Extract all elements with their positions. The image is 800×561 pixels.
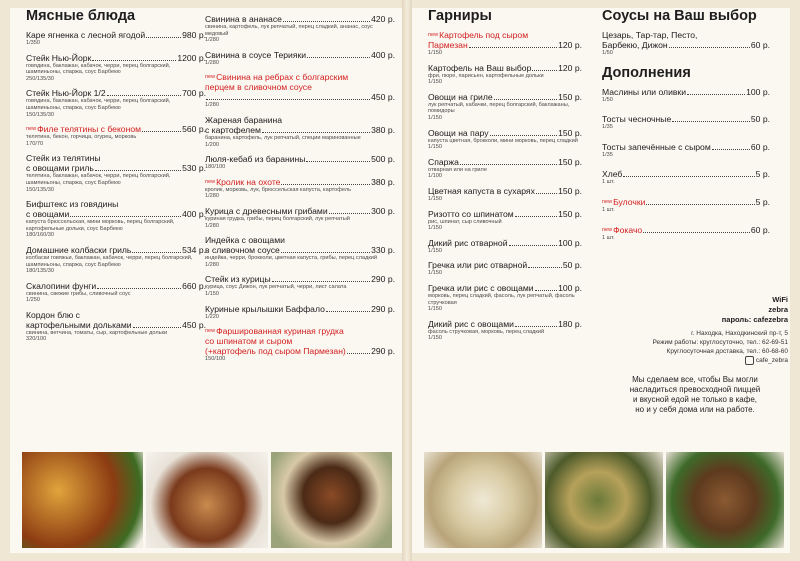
item-weight: 170/70: [26, 140, 44, 147]
item-price: 60 р.: [750, 141, 770, 152]
item-name: Гречка или рис отварной: [428, 260, 528, 271]
item-weight: 1/35: [602, 124, 613, 131]
item-price: 100 р.: [746, 86, 770, 97]
new-badge: new: [602, 198, 613, 205]
item-name: Хлеб: [602, 169, 623, 180]
item-name: Стейк из телятины: [26, 153, 101, 164]
item-weight: 1/150: [205, 290, 219, 297]
item-price: 100 р.: [558, 282, 582, 293]
item-weight: 1/150: [428, 114, 442, 121]
new-badge: new: [205, 74, 216, 81]
item-price: 50 р.: [750, 114, 770, 125]
item-weight: 1/280: [205, 37, 219, 44]
item-weight: 1 шт.: [602, 234, 615, 241]
item-name: с картофелем: [205, 124, 261, 135]
item-name: Люля-кебаб из баранины: [205, 154, 306, 165]
menu-item: [428, 157, 582, 180]
new-badge: new: [602, 226, 613, 233]
item-weight: 180/160/30: [26, 232, 54, 239]
instagram-icon: [745, 356, 754, 365]
item-description: лук репчатый, кабачки, перец болгарский, баклажаны, помидоры: [428, 101, 570, 115]
item-price: 100 р.: [558, 237, 582, 248]
item-name: Спаржа: [428, 156, 459, 167]
menu-item: [26, 124, 206, 147]
menu-item: [602, 114, 770, 131]
item-price: 180 р.: [558, 318, 582, 329]
menu-item: [205, 154, 395, 171]
item-price: 5 р.: [755, 196, 770, 207]
item-weight: 1/220: [205, 313, 219, 320]
opening-hours: Режим работы: круглосуточно, тел.: 62-69-51: [652, 339, 788, 346]
item-price: 120 р.: [558, 40, 582, 50]
item-weight: 1 шт.: [602, 206, 615, 213]
item-description: говядина, баклажан, кабачок, черри, перец болгарский, шампиньоны, спаржа, соус Барбекю: [26, 98, 171, 111]
page-fold: [402, 0, 412, 561]
item-price: 380 р.: [371, 124, 395, 135]
item-name: Стейк Нью-Йорк 1/2: [26, 88, 106, 99]
item-description: капуста цветная, брокколи, мини морковь, перец сладкий: [428, 137, 578, 144]
menu-item: [205, 326, 395, 363]
menu-item: [428, 30, 582, 57]
item-price: 534 р.: [182, 244, 206, 255]
item-weight: 1/350: [26, 40, 40, 46]
item-weight: 1/200: [205, 141, 219, 148]
sauces-weight: 1/50: [602, 50, 613, 56]
item-name: Филе телятины с беконом: [37, 124, 142, 135]
item-description: фасоль стручковая, морковь, перец сладкий: [428, 328, 545, 335]
item-price: 290 р.: [371, 346, 395, 357]
item-name: со шпинатом и сыром: [205, 336, 293, 347]
item-price: 420 р.: [371, 14, 395, 24]
item-price: 50 р.: [562, 260, 582, 271]
item-description: капуста брюссельская, мини морковь, перец болгарский, картофельные дольки, соус Барбекю: [26, 219, 175, 232]
menu-item: [428, 128, 582, 151]
item-name: Индейка с овощами: [205, 235, 285, 246]
menu-item: [428, 283, 582, 313]
menu-item: [428, 319, 582, 342]
new-badge: new: [205, 178, 216, 185]
item-name: Стейк из курицы: [205, 274, 271, 285]
item-weight: 1/150: [428, 247, 442, 254]
item-price: 660 р.: [182, 280, 206, 291]
item-weight: 1/150: [428, 270, 442, 277]
wifi-password: пароль: cafezebra: [721, 315, 788, 324]
item-name: Пармезан: [428, 40, 468, 50]
slogan: [602, 375, 788, 415]
item-weight: 1/150: [428, 306, 442, 313]
food-photos-left: [22, 452, 392, 548]
item-name: Тосты запечённые с сыром: [602, 141, 711, 152]
food-photo: [146, 452, 267, 548]
menu-item: [602, 225, 770, 242]
item-price: 290 р.: [371, 303, 395, 314]
item-weight: 150/135/30: [26, 111, 54, 118]
sauces-line1: Цезарь, Тар-тар, Песто,: [602, 30, 698, 40]
item-weight: 1/50: [602, 96, 613, 103]
menu-item: [428, 260, 582, 277]
item-price: 150 р.: [558, 156, 582, 167]
item-weight: 1/280: [205, 193, 219, 200]
slogan-line: Мы сделаем все, чтобы Вы могли: [632, 375, 758, 385]
item-price: 980 р.: [182, 30, 206, 40]
menu-item: [205, 177, 395, 200]
item-name: в сливочном соусе: [205, 245, 280, 256]
meat-column: [26, 8, 206, 349]
menu-item: [26, 88, 206, 118]
item-name: Кролик на охоте: [216, 176, 281, 187]
item-price: 5 р.: [755, 169, 770, 180]
item-weight: 1/150: [428, 195, 442, 202]
new-badge: new: [205, 328, 216, 335]
item-price: 330 р.: [371, 245, 395, 256]
item-name: Домашние колбаски гриль: [26, 244, 132, 255]
item-name: Овощи на пару: [428, 127, 489, 138]
item-name: Скалопини фунги: [26, 280, 97, 291]
sauces-title: Соусы на Ваш выбор: [602, 8, 757, 24]
item-name: Дикий рис отварной: [428, 237, 508, 248]
item-weight: 1 шт.: [602, 179, 615, 186]
item-name: Свинина на ребрах с болгарским: [216, 72, 349, 83]
item-name: Каре ягненка с лесной ягодой: [26, 30, 146, 40]
meat-title: Мясные блюда: [26, 8, 136, 24]
item-weight: 150/100: [205, 356, 226, 363]
item-weight: 1/280: [205, 59, 219, 66]
menu-item: [428, 92, 582, 122]
item-name: Гречка или рис с овощами: [428, 282, 534, 293]
menu-item: [602, 87, 770, 104]
wifi-network: zebra: [768, 305, 788, 314]
address: г. Находка, Находкинский пр-т, 5: [691, 330, 788, 337]
extras-title: Дополнения: [602, 64, 691, 81]
item-name: Куриные крылышки Баффало: [205, 303, 325, 314]
item-description: телятина, бекон, горчица, огурец, морковь: [26, 134, 137, 141]
item-description: свинина, свежие грибы, сливочный соус: [26, 290, 131, 297]
slogan-line: но и у себя дома или на работе.: [635, 405, 755, 415]
item-price: 530 р.: [182, 163, 206, 174]
item-description: свинина, ветчина, томаты, сыр, картофельные дольки: [26, 329, 168, 336]
item-weight: 180/135/30: [26, 268, 54, 275]
menu-item: [26, 199, 206, 239]
item-weight: 150/135/30: [26, 186, 54, 193]
menu-item: [205, 115, 395, 148]
item-description: индейка, черри, брокколи, цветная капуста, грибы, перец сладкий: [205, 255, 378, 262]
menu-item: [205, 235, 395, 268]
item-name: Цветная капуста в сухарях: [428, 185, 535, 196]
item-weight: 1/100: [428, 173, 442, 180]
menu-item: [602, 169, 770, 186]
delivery-phone: Круглосуточная доставка, тел.: 60-68-60: [666, 348, 788, 355]
new-badge: new: [26, 126, 37, 133]
item-price: 150 р.: [558, 208, 582, 219]
item-weight: 180/100: [205, 164, 226, 171]
item-price: 290 р.: [371, 274, 395, 285]
food-photos-right: [424, 452, 784, 548]
item-name: Курица с древесными грибами: [205, 205, 328, 216]
item-weight: 1/150: [428, 144, 442, 151]
item-price: 150 р.: [558, 91, 582, 102]
item-name: с овощами: [26, 209, 70, 220]
item-description: куриная грудка, грибы, перец болгарский, лук репчатый: [205, 215, 350, 222]
menu-item: [602, 142, 770, 159]
item-price: 380 р.: [371, 176, 395, 187]
instagram-handle: cafe_zebra: [755, 357, 788, 365]
item-price: 300 р.: [371, 205, 395, 216]
item-description: морковь, перец сладкий, фасоль, лук репчатый, фасоль стручковая: [428, 292, 575, 306]
new-badge: new: [428, 32, 439, 38]
menu-item: [26, 30, 206, 47]
item-weight: 1/35: [602, 151, 613, 158]
item-name: Свинина в ананасе: [205, 14, 282, 24]
item-name: Дикий рис с овощами: [428, 318, 514, 329]
item-description: говядина, баклажан, кабачок, черри, перец болгарский, шампиньоны, спаржа, соус Барбекю: [26, 62, 171, 76]
item-name: Бифштекс из говядины: [26, 199, 119, 210]
item-weight: 1/280: [205, 102, 219, 109]
item-name: Овощи на гриле: [428, 91, 493, 102]
food-photo: [271, 452, 392, 548]
menu-item: [205, 50, 395, 67]
sauces-price: 60 р.: [750, 40, 770, 50]
item-name: Стейк Нью-Йорк: [26, 52, 92, 63]
item-price: 560 р.: [182, 124, 206, 135]
item-price: 120 р.: [558, 62, 582, 73]
slogan-line: насладиться превосходной пиццей: [629, 385, 761, 395]
info-block: [602, 295, 788, 415]
item-description: баранина, картофель, лук репчатый, специи маринованные: [205, 134, 361, 141]
item-weight: 1/150: [428, 225, 442, 232]
menu-item: [428, 63, 582, 86]
item-price: 400 р.: [371, 49, 395, 60]
item-name: Ризотто со шпинатом: [428, 208, 514, 219]
item-name: Свинина в соусе Терияки: [205, 49, 307, 60]
item-description: колбаски говяжьи, баклажан, кабачок, черри, перец болгарский, шампиньоны, спаржа, соус Барбекю: [26, 254, 193, 268]
food-photo: [666, 452, 784, 548]
item-name: Фокачо: [613, 224, 643, 235]
item-name: (+картофель под сыром Пармезан): [205, 346, 346, 357]
wifi-label: WiFi: [772, 295, 788, 304]
item-price: 60 р.: [750, 224, 770, 235]
menu-item: [205, 14, 395, 44]
item-weight: 250/135/30: [26, 75, 54, 82]
meat-column-2: [205, 14, 395, 369]
menu-item: [205, 274, 395, 297]
item-weight: 1/280: [205, 222, 219, 229]
sauces-item: [602, 30, 770, 57]
item-weight: 1/250: [26, 297, 40, 304]
food-photo: [545, 452, 663, 548]
menu-item: [26, 310, 206, 343]
menu-item: [26, 281, 206, 304]
menu-item: [205, 72, 395, 109]
item-name: Фаршированная куриная грудка: [216, 326, 344, 337]
item-name: Картофель под сыром: [439, 30, 529, 40]
menu-item: [26, 53, 206, 83]
item-price: 150 р.: [558, 185, 582, 196]
item-name: Кордон блю с: [26, 309, 80, 320]
item-description: телятина, баклажан, кабачок, черри, перец болгарский, шампиньоны, спаржа, соус Барбекю: [26, 173, 171, 186]
item-price: 1200 р.: [177, 52, 206, 63]
item-name: картофельными дольками: [26, 319, 132, 330]
item-weight: 1/150: [428, 335, 442, 342]
garnish-title: Гарниры: [428, 8, 492, 24]
menu-item: [26, 153, 206, 193]
menu-item: [428, 186, 582, 203]
item-weight: 1/150: [428, 50, 442, 56]
item-description: курица, соус Дижон, лук репчатый, черри, лист салата: [205, 284, 347, 291]
food-photo: [424, 452, 542, 548]
garnish-column: [428, 8, 582, 348]
item-name: Картофель на Ваш выбор: [428, 62, 532, 73]
item-name: Тосты чесночные: [602, 114, 672, 125]
item-description: свинина, картофель, лук репчатый, перец сладкий, ананас, соус медовый: [205, 24, 373, 37]
item-description: рис, шпинат, сыр сливочный: [428, 218, 502, 225]
sauces-column: [602, 8, 770, 252]
menu-item: [602, 197, 770, 214]
item-price: 700 р.: [182, 88, 206, 99]
food-photo: [22, 452, 143, 548]
item-price: 450 р.: [371, 92, 395, 103]
menu-item: [26, 245, 206, 275]
item-price: 500 р.: [371, 154, 395, 165]
item-name: с овощами гриль: [26, 163, 94, 174]
item-description: фри, пюре, парисьен, картофельные дольки: [428, 72, 544, 79]
item-name: Жареная баранина: [205, 114, 283, 125]
sauces-line2: Барбекю, Дижон: [602, 40, 668, 50]
menu-item: [205, 304, 395, 321]
item-name: Булочки: [613, 196, 646, 207]
menu-item: [428, 209, 582, 232]
item-description: кролик, морковь, лук, брюссельская капуста, картофель: [205, 186, 352, 193]
item-weight: 1/280: [205, 261, 219, 268]
item-price: 450 р.: [182, 319, 206, 330]
item-name: перцем в сливочном соусе: [205, 82, 312, 93]
item-description: отварная или на гриле: [428, 166, 487, 173]
item-price: 150 р.: [558, 127, 582, 138]
menu-item: [205, 206, 395, 229]
item-price: 400 р.: [182, 209, 206, 220]
item-weight: 320/100: [26, 336, 47, 343]
menu-item: [428, 238, 582, 255]
item-name: Маслины или оливки: [602, 86, 686, 97]
item-weight: 1/150: [428, 79, 442, 86]
slogan-line: и вкусной едой не только в кафе,: [633, 395, 757, 405]
